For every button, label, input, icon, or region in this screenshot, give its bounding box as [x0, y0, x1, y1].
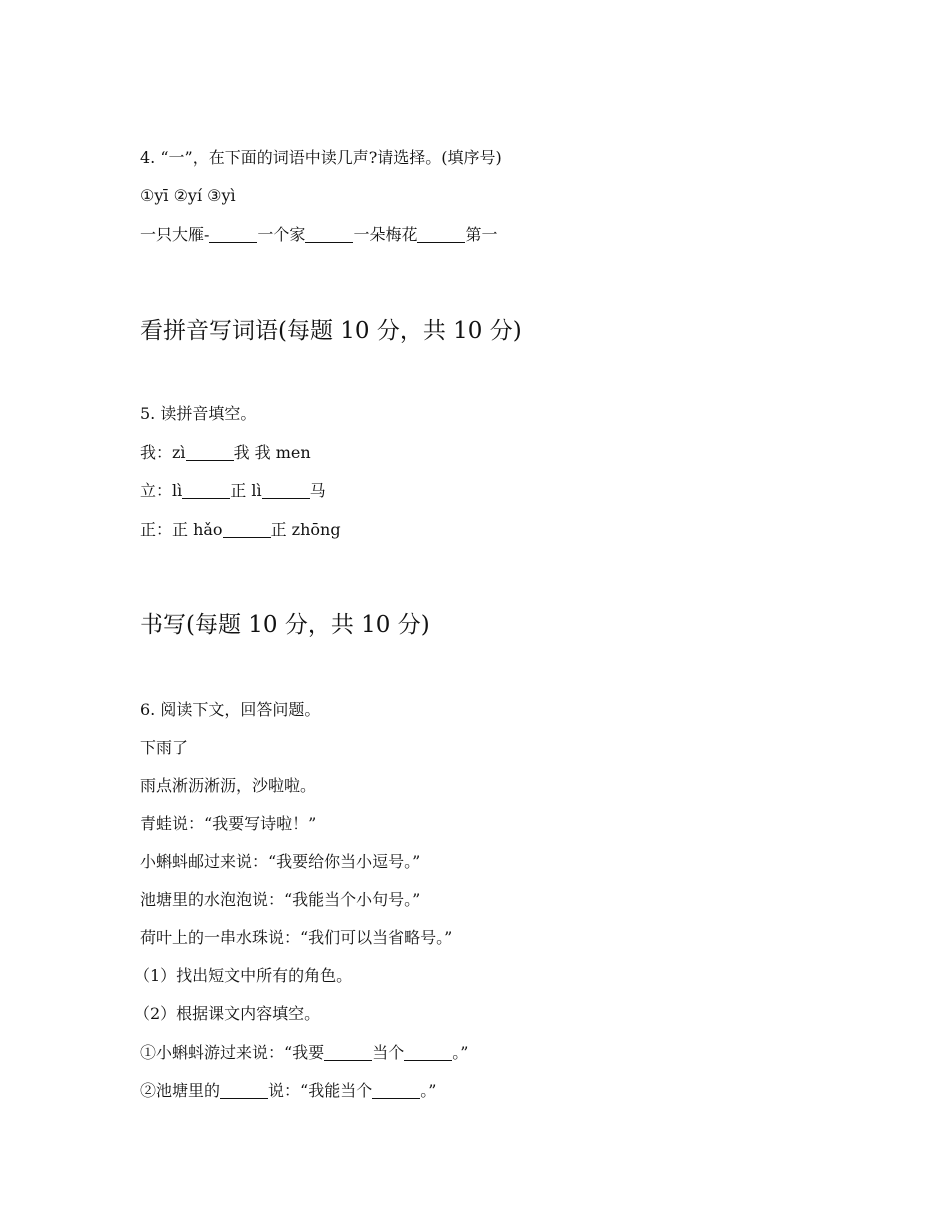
passage-line: 雨点淅沥淅沥，沙啦啦。 — [140, 776, 317, 795]
q4-options: ①yī ②yí ③yì — [140, 186, 236, 205]
q5-row — [140, 520, 341, 540]
answer-blank[interactable] — [220, 1082, 268, 1099]
answer-blank[interactable] — [305, 226, 353, 243]
q4-word-3: 一朵梅花 — [353, 225, 418, 244]
q4-prompt: 4. “一”，在下面的词语中读几声?请选择。(填序号) — [140, 148, 502, 167]
q5-row — [140, 443, 311, 463]
q5-row-mid: 正 zhōng — [270, 520, 341, 539]
q5-row-mid: 正 lì — [230, 481, 262, 500]
q6-sub2: （2）根据课文内容填空。 — [134, 1004, 321, 1023]
q4-word-2: 一个家 — [257, 225, 306, 244]
answer-blank[interactable] — [182, 482, 230, 499]
q4-word-1: 一只大雁- — [140, 225, 210, 244]
passage-line: 池塘里的水泡泡说：“我能当个小句号。” — [140, 890, 421, 909]
fill-text: 说：“我能当个 — [268, 1081, 373, 1100]
q5-row-lead: 立：lì — [140, 481, 183, 500]
q6-fill-1 — [140, 1043, 468, 1063]
answer-blank[interactable] — [223, 521, 271, 538]
fill-text: ②池塘里的 — [140, 1081, 221, 1100]
q5-row — [140, 481, 326, 501]
section-title-pinyin: 看拼音写词语(每题 10 分，共 10 分) — [140, 318, 522, 344]
q6-sub1: （1）找出短文中所有的角色。 — [134, 966, 353, 985]
q6-prompt: 6. 阅读下文，回答问题。 — [140, 700, 321, 719]
answer-blank[interactable] — [417, 226, 465, 243]
fill-text: ①小蝌蚪游过来说：“我要 — [140, 1043, 325, 1062]
q5-row-lead: 我：zì — [140, 443, 186, 462]
q4-word-4: 第一 — [465, 225, 498, 244]
q5-row-lead: 正：正 hǎo — [140, 520, 223, 539]
answer-blank[interactable] — [209, 226, 257, 243]
passage-line: 小蝌蚪邮过来说：“我要给你当小逗号。” — [140, 852, 421, 871]
q5-row-mid: 我 我 men — [233, 443, 311, 462]
answer-blank[interactable] — [186, 444, 234, 461]
answer-blank[interactable] — [404, 1044, 452, 1061]
passage-line: 下雨了 — [140, 738, 189, 757]
answer-blank[interactable] — [324, 1044, 372, 1061]
passage-line: 荷叶上的一串水珠说：“我们可以当省略号。” — [140, 928, 453, 947]
answer-blank[interactable] — [262, 482, 310, 499]
fill-text: 。” — [452, 1043, 469, 1062]
q5-row-tail: 马 — [309, 481, 326, 500]
passage-line: 青蛙说：“我要写诗啦！” — [140, 814, 317, 833]
fill-text: 当个 — [372, 1043, 405, 1062]
answer-blank[interactable] — [372, 1082, 420, 1099]
section-title-writing: 书写(每题 10 分，共 10 分) — [140, 612, 430, 638]
fill-text: 。” — [420, 1081, 437, 1100]
q4-words-line — [140, 225, 497, 245]
q5-prompt: 5. 读拼音填空。 — [140, 404, 257, 423]
q6-fill-2 — [140, 1081, 436, 1101]
